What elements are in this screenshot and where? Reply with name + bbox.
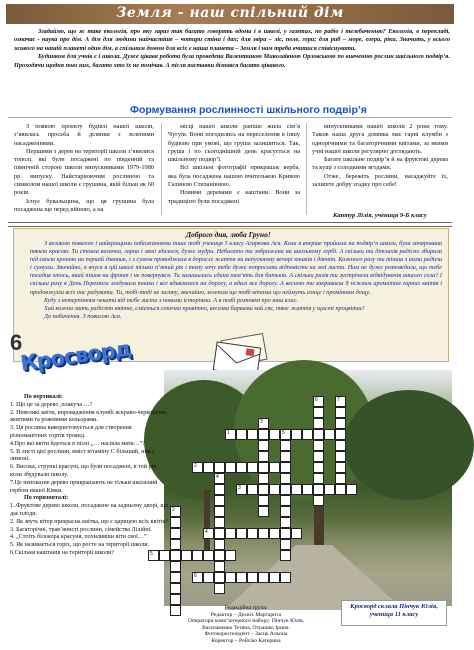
crossword-cell: 6 [313,396,324,407]
crossword-cell [170,594,181,605]
clue-vertical: 1. Що це за дерево ,плакуча …? [10,401,93,408]
clue-vertical: 5. В листі цієї рослини, вміст вітаміну С більший, ніж у лимоні. [10,448,155,463]
letter-heading: Доброго дня, люба Груно! [186,230,271,239]
clues-vertical-heading: По вертикалі: [24,394,63,400]
column-paragraph: Існує бувальщина, що ця грушина була посаджена ще перед війною, а на [14,197,154,213]
crossword-cell [247,484,258,495]
article-column-1 [14,123,154,214]
crossword-cell [258,484,269,495]
clue-horizontal: 2. Як звуть вітер прекрасна квітка, що є царицею всіх квітів? [10,518,168,525]
crossword-cell [280,451,291,462]
crossword-cell [192,550,203,561]
crossword-cell [280,506,291,517]
crossword-cell [280,462,291,473]
crossword-cell [280,539,291,550]
clue-vertical: 7.Це непоказне дерево прикрашають не тільки шкільний гербом нашої Ківки. [10,479,158,494]
crossword-cell [170,539,181,550]
crossword-cell [203,462,214,473]
crossword-cell [225,550,236,561]
crossword-cell [258,451,269,462]
credit-line: Фотокореспондент – Заєць Альона [204,631,288,638]
crossword-cell [269,572,280,583]
crossword-cell: 5 [280,429,291,440]
crossword-cell [170,528,181,539]
clue-vertical: 4.Про які квіти йдеться в пісні „… насіяла мати…”? [10,440,146,447]
crossword-logo: Кросворд [18,336,132,376]
article-column-2 [168,123,300,206]
crossword-cell [335,440,346,451]
crossword-cell [280,440,291,451]
crossword-cell [236,429,247,440]
crossword-cell [335,429,346,440]
section-divider [8,117,452,118]
crossword-cell [214,539,225,550]
crossword-cell [269,462,280,473]
crossword-cell [236,572,247,583]
clue-vertical: 2. Невеликі квіти, впровадження клумбі яскраво-червоними, жовтими та рожевими кольорами. [10,409,168,424]
crossword-cell [280,572,291,583]
clue-vertical: 3. Ця рослина використовується для створення різноманітних сортів троянд. [10,425,132,439]
crossword-cell [313,407,324,418]
crossword-cell [313,495,324,506]
crossword-cell [335,407,346,418]
crossword-cell [170,572,181,583]
crossword-cell [258,429,269,440]
intro-paragraph: Згадаймо, що ж таке екологія, про яку зараз так багато говорять вдома і в школі, у газетах, по радіо і телебаченню? Екологія, в перекладі, означає - наука про дім. А дім для людини найчастіше – чотири стіни і дах; для звіра – ліс, поле, гори; для риб – море, озера, ріки. Значить, у всього живого на нашій планеті один дім, а спільним домом для всіх є наша планета – Земля і нам треба вчитися співіснувати. [14,28,450,52]
column-paragraph: Багате шкільне подвір’я й на фруктові дерева та кущі з солодкими ягодами. [312,156,448,172]
clue-horizontal: 4. „Стоїть білокора красуня, похиливши віти свої…” [10,534,147,541]
letter-paragraph: З великою повагою і найкращими побажаннями пише тобі учениця 5 класу Агаркова Ася. Коли я вперше прийшла на подвір’я школи, була зачарована твоєю красою. Ти стояла велична, гарна і мені здалося, дуже мудра. Небагато ти зображена на шкільному гербі. А скільки ти дітлахів радісно збирала під своєю кроною на першій дзвоник, і з сумом проводжала в доросле життя на випускному вечорі юнаків і дівчат. Кожного разу ти тіниш з нами радієш і сумуєш. Звичайно, я вчуся в цій школі тільки п’ятий рік і тому хочу тебе дуже попросити відповісти на мої листи. Нам не дуже розповідали, що тебе посадив хтось, який пішов на фронт і не повернувся. Ти залишилась єдина пам’ять для батьків. А скільки разів ти зустрічала відвідувачів нашого села? І скільки разу в День Перемоги згадувала юнака і все вдивлялася на дорогу, а вдалі все дорогу. А весною ти закриваєш її ніжним ароматом гарних квітів і продовжуєш всіх нас радувати. Ти, тобі-тоді не загину, звичайно, зеленим ще тобі вітами що неймуть сонце і промінням дощу. [30,240,442,296]
crossword-cell [324,429,335,440]
crossword-cell [302,484,313,495]
crossword-cell: 1 [225,429,236,440]
crossword-cell [214,462,225,473]
column-paragraph: Отже, бережіть рослини, насаджуйте їх, залиште добру згадку про себе! [312,172,448,189]
crossword-cell [291,484,302,495]
crossword-cell [247,429,258,440]
column-paragraph: Новими деревами є каштани. Вони за традицією були посаджені [168,189,300,205]
column-paragraph: випускниками нашої школи 2 роки тому. Також наша друга домівка має гарні клумби з однорічними та багаторічними квітами, за якими учні нашої школи регулярно доглядають. [312,123,448,155]
crossword-cell [214,495,225,506]
intro-text [14,28,450,70]
crossword-cell [280,495,291,506]
crossword-cell: 7 [335,396,346,407]
title-banner [6,4,454,24]
crossword-cell [214,561,225,572]
crossword-cell [335,462,346,473]
article-column-3 [312,123,448,189]
clue-vertical: 6. Висока, стрункі красуні, що були посаджені, в той рік, коли збудували школу. [10,464,158,478]
crossword-cell [291,429,302,440]
crossword-cell [291,528,302,539]
crossword-cell [214,517,225,528]
clue-horizontal: 5. Як називається горіх, що росте на території школи. [10,542,150,549]
crossword-cell [258,528,269,539]
crossword-cell [324,484,335,495]
credit-line: Редактор – Дехвіх Маргарита [210,611,282,618]
crossword-cell [313,484,324,495]
crossword-cell [313,451,324,462]
crossword-cell: 4 [203,528,214,539]
crossword-cell [313,462,324,473]
page-number: 6 [10,330,23,355]
crossword-cell [170,550,181,561]
credit-line: Коректор – Ройсіко Катерина [211,637,281,644]
crossword-cell [280,484,291,495]
crossword-cell [225,462,236,473]
column-paragraph: місці нашої школи раніше жила сім’я Чугуїв. Вони погодились на переселення в іншу будівлю при умові, що груша залишиться. Так, груша і по сьогоднішній день красується на шкільному подвір’ї. [168,123,300,164]
editorial-credits [166,605,326,645]
crossword-cell: 3 [258,418,269,429]
page-title: Земля - наш спільний дім [116,5,344,21]
crossword-cell [269,484,280,495]
crossword-author-caption: Кросворд склала Пінчук Юлія, учениця 11 класу [341,600,447,626]
crossword-cell [170,561,181,572]
crossword-cell [302,429,313,440]
crossword-cell [269,528,280,539]
crossword-cell [214,506,225,517]
section-separator [8,222,452,227]
crossword-cell [214,583,225,594]
crossword-cell [214,484,225,495]
letter-closing: До побачення. З повагою Ася. [44,312,122,320]
crossword-cell [313,473,324,484]
crossword-cell [313,429,324,440]
crossword-cell [258,572,269,583]
credit-line: Оператори комп’ютерного набору: Пінчук Юлія, [187,618,305,625]
crossword-cell [203,572,214,583]
crossword-cell [280,517,291,528]
letter-paragraph: Хай кожна мить радістю квітне, сміється сонечко привітно, веселка барвами хай сяє, твоє життя у щасті процвітає! [44,304,365,312]
crossword-cell [247,572,258,583]
crossword-cell [214,550,225,561]
column-paragraph: З появою проекту будівлі нашої школи, з’явилась просьба й ділянки з зеленими насадженнями. [14,123,154,147]
crossword-cell [258,462,269,473]
crossword-cell: 2 [192,462,203,473]
article-signature: Кантур Лілія, учениця 9-Б класу [333,212,427,219]
crossword-cell [181,550,192,561]
crossword-cell [258,473,269,484]
crossword-cell [247,528,258,539]
crossword-cell [346,484,357,495]
crossword-cell [170,583,181,594]
crossword-clues [10,394,170,558]
crossword-cell [280,528,291,539]
crossword-cell [236,528,247,539]
clues-horizontal-heading: По горизонталі: [24,495,69,502]
crossword-cell [203,550,214,561]
clue-horizontal: 6.Скільки каштанів на території школи? [10,549,114,556]
crossword-cell [335,451,346,462]
crossword-cell [225,572,236,583]
crossword-cell [258,440,269,451]
crossword-cell [313,418,324,429]
crossword-cell [335,418,346,429]
letter-body [30,240,442,321]
crossword-cell [214,528,225,539]
school-yard-photo [150,370,452,606]
crossword-cell [225,528,236,539]
crossword-cell [258,506,269,517]
column-divider [306,123,307,215]
column-paragraph: Першими з дерев на території школи з’явилися тополі, які були посаджені по південній та північній стороні школи випускниками 1979-1980 рр. випуску. Найстаріюючим рослиною та символом нашої школи є грушина, якій більш як 60 років. [14,147,154,197]
crossword-cell [280,473,291,484]
section-title: Формування рослинності шкільного подвір’я [130,104,367,116]
crossword-cell [313,440,324,451]
crossword-cell [280,550,291,561]
letter-paragraph: Буду з нетерпінням чекати від тебе листа з новими історіями. А я тобі розповім про наш клас. [44,296,298,304]
crossword-cell [236,462,247,473]
clue-horizontal: 3. Багаторічні, трав’янисті рослини, сімейства Лілійні. [10,526,152,533]
crossword-cell [269,429,280,440]
crossword-cell [247,462,258,473]
crossword-cell [214,572,225,583]
crossword-cell [258,495,269,506]
crossword-cell: 4 [214,473,225,484]
crossword-cell: 5 [148,550,159,561]
credit-line: Редакційна група: [224,605,268,611]
clue-horizontal: 1..Фруктове дерево школи, посаджене на задньому дворі, що дає плоди. [10,503,169,517]
crossword-cell: 2 [170,506,181,517]
crossword-cell [170,517,181,528]
crossword-cell: 6 [192,572,203,583]
crossword-cell [335,473,346,484]
intro-paragraph: Будинком для учнів є і школа. Дуже цікава робота була проведена Валентиною Миколаївною Орловською по вивченню рослин шкільного подвір’я. Проходячи щодня повз них, багато хто їх не помічав. А після виставки дізнався багато цікавого. [14,53,450,69]
column-divider [161,123,162,215]
credit-line: Васильченко Тетяна, Отрашко Ірина. [202,624,290,631]
crossword-cell [335,484,346,495]
crossword-cell: 3 [236,484,247,495]
column-paragraph: Всі шкільні фотографії прикрашає верба, яка була посаджена нашою вчителькою Кривою Галиною Степанівною. [168,164,300,189]
